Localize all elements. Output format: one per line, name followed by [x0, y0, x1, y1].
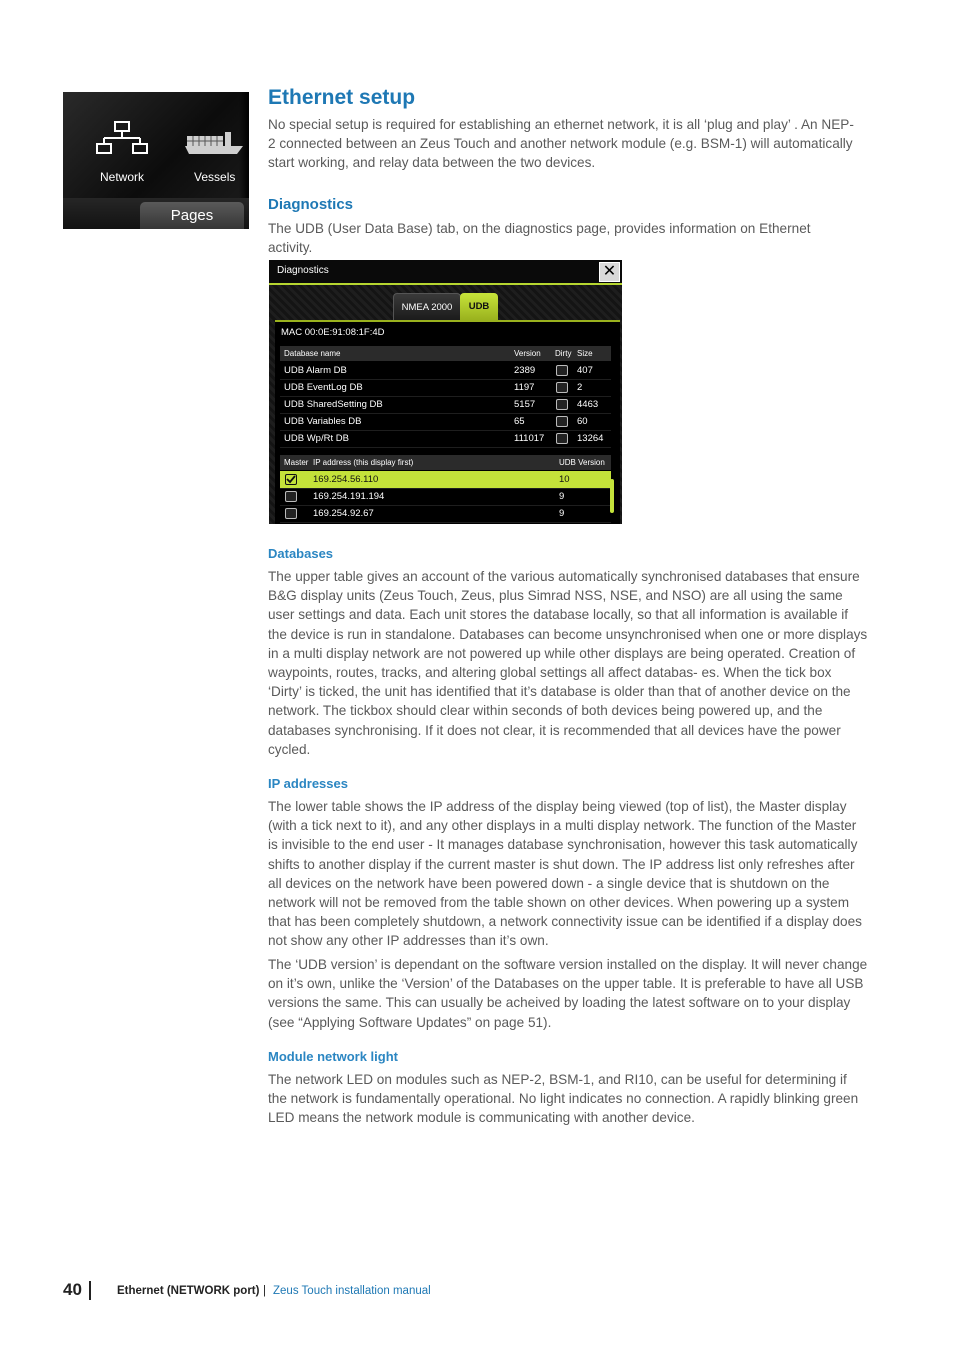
- udb-version: 9: [559, 508, 565, 519]
- db-name: UDB Alarm DB: [284, 365, 347, 376]
- diagnostics-body: [269, 285, 622, 524]
- col-size: Size: [577, 349, 593, 358]
- tab-udb[interactable]: UDB: [460, 293, 498, 320]
- db-name: UDB EventLog DB: [284, 382, 363, 393]
- db-name: UDB Variables DB: [284, 416, 362, 427]
- table-row[interactable]: [280, 471, 611, 489]
- udb-panel: [275, 320, 620, 524]
- module-network-light-paragraph: The network LED on modules such as NEP-2, BSM-1, and RI10, can be useful for determining if the network is fundamentally operational. No light indicates no connection. A rapidly blinking green LED means the network module is communicating with another device.: [268, 1072, 859, 1126]
- db-version: 65: [514, 416, 525, 427]
- db-version: 2389: [514, 365, 536, 376]
- ip-address: 169.254.56.110: [313, 474, 379, 485]
- ip-addresses-heading: IP addresses: [268, 776, 348, 791]
- ip-table-header: [280, 455, 611, 470]
- footer-manual-title: Zeus Touch installation manual: [273, 1285, 431, 1297]
- network-icon: [96, 120, 148, 158]
- table-row: [280, 413, 611, 431]
- table-row: [280, 396, 611, 414]
- master-checkbox[interactable]: [285, 491, 297, 502]
- databases-heading: Databases: [268, 546, 334, 561]
- footer-chapter: Ethernet (NETWORK port): [117, 1285, 260, 1297]
- network-label: Network: [100, 170, 145, 184]
- mac-address: MAC 00:0E:91:08:1F:4D: [281, 327, 385, 338]
- dirty-checkbox[interactable]: [556, 399, 568, 410]
- col-ip-address: IP address (this display first): [313, 458, 414, 467]
- col-master: Master: [284, 458, 309, 467]
- dirty-checkbox[interactable]: [556, 365, 568, 376]
- scrollbar[interactable]: [610, 479, 614, 513]
- ip-address: 169.254.92.67: [313, 508, 374, 519]
- databases-paragraph: The upper table gives an account of the various automatically synchronised databases that ensure B&G display units (Zeus Touch, Zeus, plus Simrad NSS, NSE, and NSO) are all using the same user settings and data. Each unit stores the database locally, so that all information is available if the device is run in standalone. Databases can become unsynchronised when one or more displays in a multi display network are not powered up while other displays are being operated. Creation of waypoints, routes, tracks, and altering global settings all affect databas- es. When the tick box ‘Dirty’ is ticked, the unit has identified that it’s database is older than that of another device on the network. The tickbox should clear within seconds of both devices being powered up, and the databases synchronising. If it does not clear, it is recommended that all devices have the power cycled.: [268, 569, 868, 757]
- ip-address: 169.254.191.194: [313, 491, 385, 502]
- dirty-checkbox[interactable]: [556, 382, 568, 393]
- db-name: UDB SharedSetting DB: [284, 399, 383, 410]
- db-size: 60: [577, 416, 588, 427]
- tab-nmea-2000[interactable]: NMEA 2000: [393, 293, 461, 321]
- db-version: 111017: [514, 433, 545, 444]
- udb-version: 10: [559, 474, 570, 485]
- footer-separator: |: [263, 1285, 266, 1297]
- master-checkbox[interactable]: [285, 508, 297, 519]
- db-size: 13264: [577, 433, 604, 444]
- udb-version: 9: [559, 491, 565, 502]
- db-version: 1197: [514, 382, 535, 393]
- db-table-header: [280, 346, 611, 361]
- dirty-checkbox[interactable]: [556, 416, 568, 427]
- col-dirty: Dirty: [555, 349, 572, 358]
- section-title: Ethernet setup: [268, 86, 416, 109]
- col-database-name: Database name: [284, 349, 341, 358]
- vessels-icon: [185, 130, 243, 156]
- db-size: 4463: [577, 399, 599, 410]
- db-size: 2: [577, 382, 583, 393]
- table-row: [280, 379, 611, 397]
- pages-tab: Pages: [140, 202, 244, 229]
- diagnostics-titlebar: [269, 260, 622, 285]
- table-row[interactable]: [280, 505, 611, 523]
- dirty-checkbox[interactable]: [556, 433, 568, 444]
- page-number-divider: [89, 1281, 91, 1300]
- table-row[interactable]: [280, 488, 611, 506]
- page-number: 40: [63, 1280, 82, 1299]
- pages-menu-thumbnail: [63, 92, 249, 229]
- db-size: 407: [577, 365, 593, 376]
- vessels-label: Vessels: [194, 170, 236, 184]
- diagnostics-screenshot: [269, 260, 622, 524]
- check-icon: [286, 475, 296, 484]
- col-version: Version: [514, 349, 541, 358]
- diagnostics-title: Diagnostics: [277, 265, 329, 276]
- db-name: UDB Wp/Rt DB: [284, 433, 349, 444]
- db-version: 5157: [514, 399, 536, 410]
- table-row: [280, 362, 611, 380]
- table-row: [280, 430, 611, 448]
- module-network-light-heading: Module network light: [268, 1049, 398, 1064]
- close-icon[interactable]: ✕: [599, 262, 620, 282]
- ip-addresses-paragraph: The lower table shows the IP address of the display being viewed (top of list), the Master display (with a tick next to it), and any other displays in a multi display network. The function of the Master is invisible to the end user - It manages database synchronisation, however this task automatically shifts to another display if the current master is shut down. The IP address list only refreshes after all devices on the network have been powered down - a single device that is shutdown on the network will not be removed from the table shown on other devices. When powering up a system that has been completely shutdown, a network connectivity issue can be identified if a display does not show any other IP addresses than it’s own.: [268, 799, 862, 949]
- udb-version-paragraph: The ‘UDB version’ is dependant on the software version installed on the display. It will never change on it’s own, unlike the ‘Version’ of the Databases on the upper table. It is preferable to have all USB versions the same. This can usually be acheived by loading the latest software on to your display (see “Applying Software Updates” on page 51).: [268, 957, 868, 1030]
- col-udb-version: UDB Version: [559, 458, 605, 467]
- diagnostics-paragraph: The UDB (User Data Base) tab, on the diagnostics page, provides information on Ethernet activity.: [268, 221, 811, 256]
- diagnostics-heading: Diagnostics: [268, 196, 354, 213]
- intro-paragraph: No special setup is required for establishing an ethernet network, it is all ‘plug and play’ . An NEP-2 connected between an Zeus Touch and another network module (e.g. BSM-1) will automatically start working, and relay data between the two devices.: [268, 117, 854, 171]
